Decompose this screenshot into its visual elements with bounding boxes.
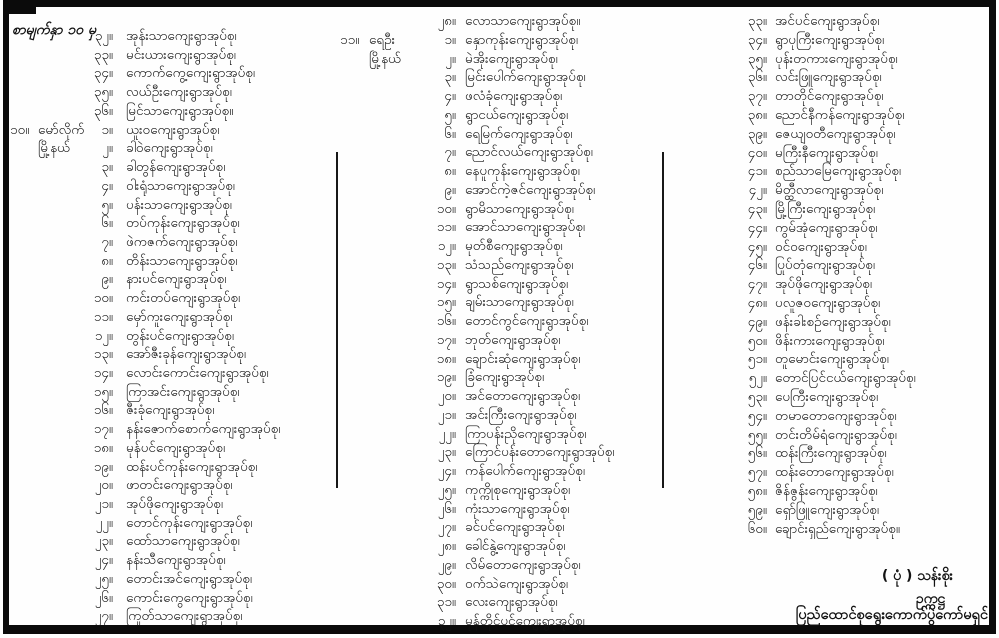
village-name: ချောင်းရှည်ကျေးရွာအုပ်စု။ [775,520,900,537]
village-name: ကြောင်ပန်းတောကျေးရွာအုပ်စု၊ [465,444,615,461]
village-name: မင်းယားကျေးရွာအုပ်စု၊ [126,46,236,63]
village-name: ပုန်းတကားကျေးရွာအုပ်စု၊ [775,50,898,67]
village-name: အင်းကြီးကျေးရွာအုပ်စု၊ [465,406,577,423]
list-item [0,87,999,106]
entry-number: ၁၈။ [436,350,456,367]
entry-number: ၁၀။ [436,200,456,217]
entry-number: ၂၁။ [437,406,456,423]
village-name: ကန်ပေါက်ကျေးရွာအုပ်စု၊ [465,463,585,479]
entry-number: ၄၀။ [747,144,767,161]
village-name: ကောင်းကွေကျေးရွာအုပ်စု၊ [126,589,253,606]
entry-number: ၅၅။ [747,426,767,443]
township-name: မြို့နယ် [38,140,71,157]
village-name: ဇေယျဝတီကျေးရွာအုပ်စု၊ [775,125,896,142]
list-item [0,369,999,388]
village-name: မြင်သာကျေးရွာအုပ်စု။ [126,102,234,119]
entry-number: ၂၆။ [94,589,113,606]
list-item [0,238,999,257]
village-name: ညောင်လယ်ကျေးရွာအုပ်စု၊ [465,144,593,161]
entry-number: ၆၀။ [747,520,767,537]
list-item [0,125,999,144]
entry-number: ၁၃။ [436,256,456,273]
entry-number: ၄၄။ [747,219,767,236]
entry-number: ၃၈။ [747,107,767,123]
entry-number: ၆။ [101,215,113,232]
village-name: တူမောင်းကျေးရွာအုပ်စု၊ [775,351,889,368]
signatory-title: ဥက္ကဋ္ဌ [915,591,945,607]
village-name: ရွာသစ်ကျေးရွာအုပ်စု၊ [465,275,569,292]
entry-number: ၂၄။ [437,463,456,479]
village-name: တာတိုင်ကျေးရွာအုပ်စု၊ [775,88,884,105]
village-name: ပေကြီးကျေးရွာအုပ်စု၊ [775,389,879,405]
list-item [0,556,999,575]
entry-number: ၃။ [101,159,113,175]
entry-number: ၇။ [444,144,456,161]
entry-number: ၁၈။ [93,439,113,456]
village-name: ရွာမိသာကျေးရွာအုပ်စု၊ [465,200,574,217]
village-name: ဘုတ်ကျေးရွာအုပ်စု၊ [465,331,561,348]
entry-number: ၈။ [101,252,113,269]
entry-number: ၄၆။ [747,257,767,274]
village-name: ဖိန်းကားကျေးရွာအုပ်စု၊ [775,332,885,349]
village-name: ကုက္ကိုစုကျေးရွာအုပ်စု၊ [465,481,571,498]
township-name: ရေဦး [369,31,395,48]
village-name: ဖာတင်းကျေးရွာအုပ်စု၊ [126,477,233,494]
entry-number: ၅၆။ [747,445,767,462]
list-item [0,426,999,445]
village-name: ကြာပန်းညိုကျေးရွာအုပ်စု၊ [465,425,587,442]
entry-number: ၂၂။ [95,514,113,531]
township-name: မြို့နယ် [369,50,402,67]
entry-number: ၃၂။ [94,28,113,44]
village-name: ဖဲကဇက်ကျေးရွာအုပ်စု၊ [126,233,238,250]
entry-number: ၁၀။ [93,290,113,307]
entry-number: ၃၉။ [747,125,767,142]
village-name: အောင်သာကျေးရွာအုပ်စု၊ [465,219,586,236]
village-name: မြို့ကြီးကျေးရွာအုပ်စု၊ [775,201,876,217]
entry-number: ၃။ [444,69,456,86]
entry-number: ၁၆။ [93,402,113,419]
entry-number: ၁၄။ [436,275,456,292]
list-item [0,68,999,87]
entry-number: ၁၁။ [93,308,113,325]
entry-number: ၄၉။ [747,313,767,330]
village-name: နှောကုန်းကျေးရွာအုပ်စု၊ [465,31,578,48]
entry-number: ၅၂။ [748,370,767,387]
village-name: ကုံးသာကျေးရွာအုပ်စု၊ [465,500,570,517]
entry-number: ၄၁။ [747,163,767,180]
entry-number: ၂၂။ [438,425,456,442]
village-name: အော်ဇီးခုန်ကျေးရွာအုပ်စု၊ [126,346,247,363]
list-item [0,575,999,594]
entry-number: ၉။ [101,271,113,288]
entry-number: ၇။ [101,233,113,250]
entry-number: ၄၅။ [747,238,767,255]
village-name: တောင်းအင်ကျေးရွာအုပ်စု၊ [126,570,253,587]
entry-number: ၁၂။ [437,238,456,254]
entry-number: ၂၀။ [94,477,113,494]
entry-number: ၃၃။ [93,46,113,63]
entry-number: ၁။ [101,121,113,138]
village-name: ဇီးခုံကျေးရွာအုပ်စု၊ [126,402,215,419]
village-name: အင်ပင်ကျေးရွာအုပ်စု၊ [775,13,880,29]
list-item [0,520,999,539]
entry-number: ၃၆။ [93,102,113,119]
entry-number: ၂။ [102,140,113,157]
village-name: ထော်သာကျေးရွာအုပ်စု၊ [126,533,240,550]
village-name: လယ်ဦးကျေးရွာအုပ်စု၊ [126,84,232,101]
village-name: အုပ်ဖိုကျေးရွာအုပ်စု၊ [126,496,224,512]
list-item [0,256,999,275]
entry-number: ၁၄။ [93,365,113,381]
entry-number: ၃၂။ [437,613,456,629]
village-name: ဝက်သဲကျေးရွာအုပ်စု၊ [465,575,569,592]
entry-number: ၃၃။ [747,13,767,29]
village-name: အောင်ကဲ့ဇင်ကျေးရွာအုပ်စု၊ [465,181,596,198]
column-divider [336,152,338,488]
list-item [0,350,999,369]
list-item [0,181,999,200]
village-name: နန်းသီကျေးရွာအုပ်စု၊ [126,552,226,569]
township-number: ၁၁။ [340,31,360,48]
village-name: ကောက်ကွေ့ကျေးရွာအုပ်စု၊ [126,65,256,82]
entry-number: ၁၃။ [93,346,113,363]
entry-number: ၂၅။ [94,570,113,587]
village-name: မုတ်စီကျေးရွာအုပ်စု၊ [465,238,563,254]
list-item [0,12,999,31]
village-name: ဝင်ဝကျေးရွာအုပ်စု၊ [775,238,867,255]
village-name: သံသည်ကျေးရွာအုပ်စု၊ [465,256,574,273]
village-name: ခြံကျေးရွာအုပ်စု၊ [465,369,545,386]
entry-number: ၁၉။ [436,369,456,386]
organization-name: ပြည်ထောင်စုရွေးကောက်ပွဲကော်မရှင် [795,607,988,623]
list-item [0,388,999,407]
column-divider [662,152,664,488]
village-name: ဇိန်ဇွန်းကျေးရွာအုပ်စု၊ [775,483,878,499]
village-name: တွန်းပင်ကျေးရွာအုပ်စု၊ [126,327,234,344]
village-name: ကွမ်အုံကျေးရွာအုပ်စု၊ [775,219,878,236]
entry-number: ၁၆။ [436,313,456,329]
entry-number: ၃၆။ [747,69,767,86]
entry-number: ၅။ [444,106,456,123]
entry-number: ၂၇။ [94,608,113,625]
entry-number: ၁၂။ [94,327,113,344]
entry-number: ၂၆။ [437,500,456,517]
village-name: ညောင်နီကန်ကျေးရွာအုပ်စု၊ [775,107,905,123]
village-name: ပန်းသာကျေးရွာအုပ်စု၊ [126,196,232,213]
entry-number: ၂၈။ [437,538,456,554]
village-name: လေးကျေးရွာအုပ်စု၊ [465,594,558,611]
village-name: ထန်းတောကျေးရွာအုပ်စု၊ [775,464,894,481]
entry-number: ၂၄။ [94,552,113,569]
entry-number: ၁၅။ [93,383,113,400]
entry-number: ၅၃။ [747,389,767,405]
list-item [0,144,999,163]
entry-number: ၄။ [101,177,113,194]
entry-number: ၃၇။ [747,88,767,105]
village-name: ရေမြက်ကျေးရွာအုပ်စု၊ [465,125,573,142]
village-name: စည်သာမြေကျေးရွာအုပ်စု၊ [775,163,902,180]
village-name: နေပူကုန်းကျေးရွာအုပ်စု၊ [465,163,580,179]
entry-number: ၅၉။ [747,501,767,518]
village-name: တောင်ကွင်ကျေးရွာအုပ်စု၊ [465,313,589,329]
entry-number: ၃၅။ [747,50,767,67]
entry-number: ၄၈။ [747,295,767,311]
entry-number: ၃၅။ [93,84,113,101]
list-item [0,50,999,69]
list-item [0,332,999,351]
entry-number: ၈။ [444,163,456,179]
entry-number: ၃၄။ [747,31,767,48]
village-name: လိမ်တောကျေးရွာအုပ်စု၊ [465,556,581,573]
entry-number: ၁၇။ [436,331,456,348]
village-name: အင်တောကျေးရွာအုပ်စု၊ [465,388,581,404]
village-name: ရှော်ဖြူကျေးရွာအုပ်စု၊ [775,501,879,518]
entry-number: ၃၀။ [436,575,456,592]
village-name: တောင်ပြင်ငယ်ကျေးရွာအုပ်စု၊ [775,370,916,387]
village-name: ယူးဝကျေးရွာအုပ်စု၊ [126,121,220,138]
entry-number: ၂၁။ [94,496,113,512]
village-name: တင်းတိမ်ရံကျေးရွာအုပ်စု၊ [775,426,897,443]
entry-number: ၂၈။ [437,13,456,29]
continuation-note: စာမျက်နှာ ၁၀ မှ [12,22,97,38]
entry-number: ၅၀။ [747,332,767,349]
village-name: နားပင်ကျေးရွာအုပ်စု၊ [126,271,227,288]
list-item [0,407,999,426]
village-name: ခါတွန်ကျေးရွာအုပ်စု၊ [126,159,226,175]
village-name: လောင်းကောင်းကျေးရွာအုပ်စု၊ [126,365,269,381]
entry-number: ၂၀။ [437,388,456,404]
village-name: တိန်းသာကျေးရွာအုပ်စု၊ [126,252,238,269]
list-item [0,537,999,556]
village-name: မှော်ကူးကျေးရွာအုပ်စု၊ [126,308,233,325]
entry-number: ၂၅။ [437,481,456,498]
list-item [0,463,999,482]
list-item [0,31,999,50]
village-name: ကြုတ်သာကျေးရွာအုပ်စု၊ [126,608,243,625]
entry-number: ၂၃။ [94,533,113,550]
village-name: အုပ်ဖိုကျေးရွာအုပ်စု၊ [775,276,873,293]
entry-number: ၂၇။ [437,519,456,536]
entry-number: ၁၉။ [93,458,113,475]
village-name: ထန်းပင်ကုန်းကျေးရွာအုပ်စု၊ [126,458,258,475]
village-name: ထန်းကြီးကျေးရွာအုပ်စု၊ [775,445,887,462]
village-name: ဝါးရုံသာကျေးရွာအုပ်စု၊ [126,177,235,194]
entry-number: ၂။ [445,50,456,67]
entry-number: ၅၁။ [747,351,767,368]
list-item [0,275,999,294]
village-name: ချမ်းသာကျေးရွာအုပ်စု၊ [465,294,574,311]
village-name: ခေါင်နွဲ့ကျေးရွာအုပ်စု၊ [465,538,566,554]
entry-number: ၅၄။ [747,407,767,424]
village-name: ကင်းတပ်ကျေးရွာအုပ်စု၊ [126,290,241,307]
village-name: တပ်ကုန်းကျေးရွာအုပ်စု၊ [126,215,240,232]
village-name: တောင်ကုန်းကျေးရွာအုပ်စု၊ [126,514,253,531]
entry-number: ၄။ [444,88,456,104]
village-name: ကြာအင်းကျေးရွာအုပ်စု၊ [126,383,240,400]
village-name: မကြီးနီကျေးရွာအုပ်စု၊ [775,144,878,161]
entry-number: ၃၄။ [93,65,113,82]
entry-number: ၁၁။ [436,219,456,236]
village-name: နန်းဇောက်စောက်ကျေးရွာအုပ်စု၊ [126,421,281,438]
entry-number: ၁၇။ [93,421,113,438]
entry-number: ၄၃။ [747,201,767,217]
entry-number: ၉။ [444,181,456,198]
entry-number: ၃၁။ [436,594,456,611]
entry-number: ၂၉။ [437,556,456,573]
list-item [0,444,999,463]
village-name: မြင်းပေါက်ကျေးရွာအုပ်စု၊ [465,69,586,86]
entry-number: ၆။ [444,125,456,142]
village-name: မုန်တိုင်ပင်ကျေးရွာအုပ်စု၊ [465,613,585,629]
village-name: ရွာပုကြီးကျေးရွာအုပ်စု၊ [775,31,885,48]
village-name: ဖန်းခါးစဉ်ကျေးရွာအုပ်စု၊ [775,313,891,330]
village-name: ခါဝဲကျေးရွာအုပ်စု၊ [126,140,213,157]
list-item [0,200,999,219]
list-item [0,313,999,332]
village-name: မိတ္ထီလာကျေးရွာအုပ်စု၊ [775,182,884,199]
entry-number: ၅၈။ [747,483,767,499]
village-name: ဖလံခုံကျေးရွာအုပ်စု၊ [465,88,563,104]
signatory-name: ( ပုံ ) သန်းစိုး [881,568,953,584]
list-item [0,219,999,238]
entry-number: ၁။ [444,31,456,48]
list-item [0,106,999,125]
village-name: တမာတောကျေးရွာအုပ်စု၊ [775,407,897,424]
list-item [0,482,999,501]
village-name: ပလူဇဝကျေးရွာအုပ်စု၊ [775,295,881,311]
list-item [0,294,999,313]
entry-number: ၄၂။ [748,182,767,199]
list-item [0,162,999,181]
village-name: ချောင်းဆုံကျေးရွာအုပ်စု၊ [465,350,581,367]
village-name: မဲအိုးကျေးရွာအုပ်စု၊ [465,50,558,67]
village-name: လောသာကျေးရွာအုပ်စု။ [465,13,581,29]
village-name: လင်းဖြူကျေးရွာအုပ်စု၊ [775,69,882,86]
entry-number: ၄၇။ [747,276,767,293]
township-name: မော်လိုက် [38,121,85,138]
entry-number: ၅၇။ [747,464,767,481]
list-item [0,501,999,520]
village-name: ပြုပ်တုံကျေးရွာအုပ်စု၊ [775,257,876,274]
entry-number: ၅။ [101,196,113,213]
township-number: ၁၀။ [10,121,30,138]
village-name: ခင်ပင်ကျေးရွာအုပ်စု၊ [465,519,565,536]
village-name: မုန်ပင်ကျေးရွာအုပ်စု၊ [126,439,226,456]
entry-number: ၂၃။ [437,444,456,461]
village-name: အုန်းသာကျေးရွာအုပ်စု၊ [126,28,237,44]
entry-number: ၁၅။ [436,294,456,311]
village-name: ရွာငယ်ကျေးရွာအုပ်စု၊ [465,106,569,123]
